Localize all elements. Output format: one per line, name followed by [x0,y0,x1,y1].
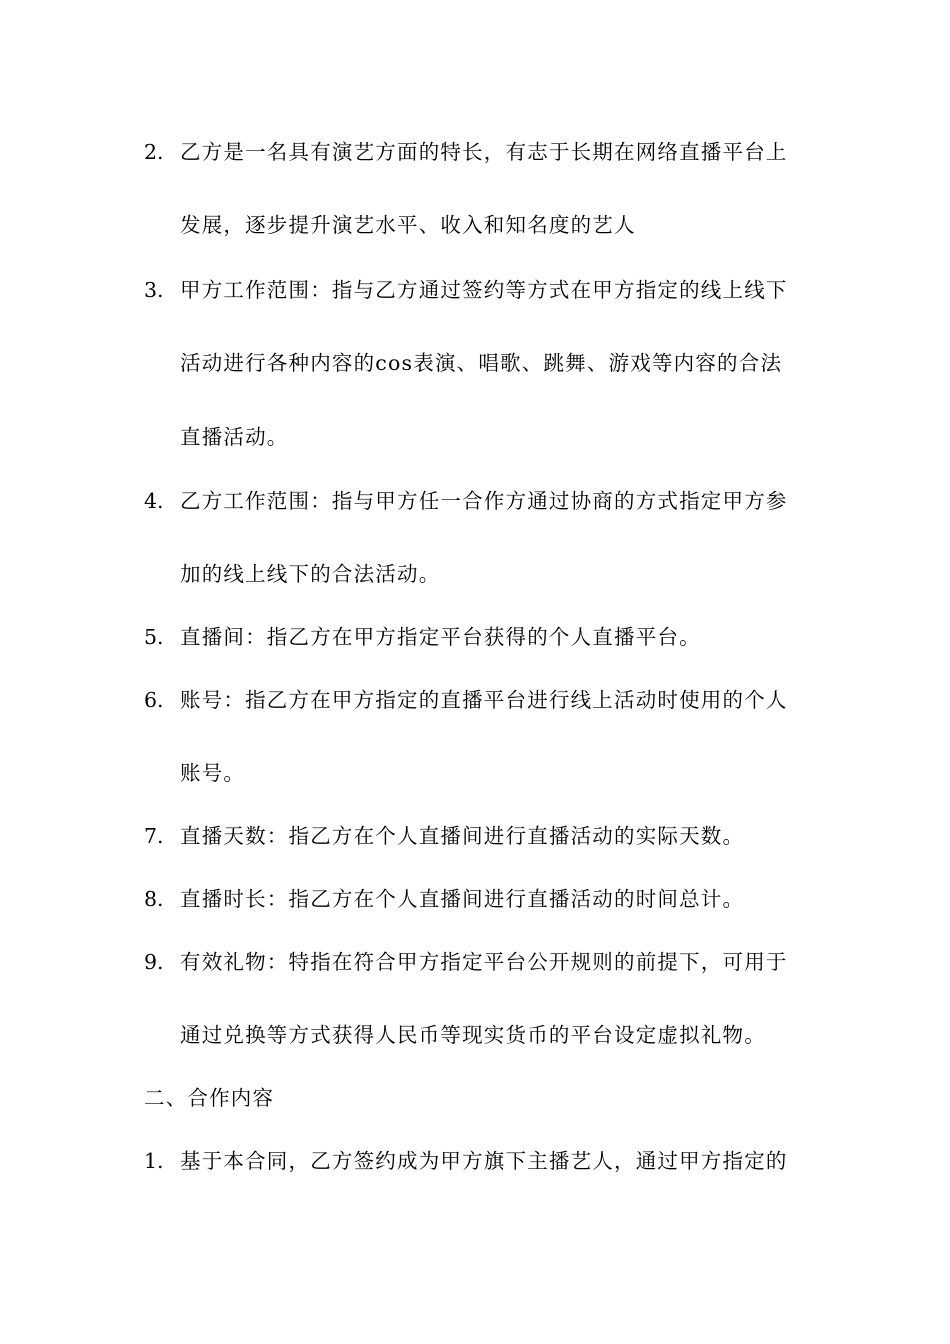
list-item-2 [144,142,824,163]
section-heading: 二、合作内容 [144,1086,275,1110]
item-text: 账号：指乙方在甲方指定的直播平台进行线上活动时使用的个人 [180,688,788,712]
item-text: 甲方工作范围：指与乙方通过签约等方式在甲方指定的线上线下 [180,278,788,302]
list-item-4-continuation: 加的线上线下的合法活动。 [180,562,441,586]
list-item-4 [144,491,824,512]
item-number: 8. [144,887,164,911]
item-number: 5. [144,625,164,649]
item-number: 9. [144,950,164,974]
item-text: 有效礼物：特指在符合甲方指定平台公开规则的前提下，可用于 [180,950,788,974]
list-item-2-continuation: 发展，逐步提升演艺水平、收入和知名度的艺人 [180,213,636,237]
list-item-9 [144,952,824,973]
list-item-5 [144,627,824,648]
item-number: 2. [144,140,164,164]
item-text: 乙方是一名具有演艺方面的特长，有志于长期在网络直播平台上 [180,140,788,164]
list-item-8 [144,889,824,910]
list-item-3-continuation: 活动进行各种内容的cos表演、唱歌、跳舞、游戏等内容的合法 [180,351,783,375]
section-list-item-1 [144,1151,824,1172]
list-item-7 [144,826,824,847]
item-text: 直播时长：指乙方在个人直播间进行直播活动的时间总计。 [180,887,745,911]
list-item-3 [144,280,824,301]
list-item-6-continuation: 账号。 [180,761,246,785]
item-text: 直播间：指乙方在甲方指定平台获得的个人直播平台。 [180,625,701,649]
item-number: 3. [144,278,164,302]
item-text: 基于本合同，乙方签约成为甲方旗下主播艺人，通过甲方指定的 [180,1149,788,1173]
item-number: 7. [144,824,164,848]
item-number: 1. [144,1149,164,1173]
item-text: 直播天数：指乙方在个人直播间进行直播活动的实际天数。 [180,824,745,848]
list-item-9-continuation: 通过兑换等方式获得人民币等现实货币的平台设定虚拟礼物。 [180,1023,766,1047]
item-number: 6. [144,688,164,712]
list-item-6 [144,690,824,711]
item-text: 乙方工作范围：指与甲方任一合作方通过协商的方式指定甲方参 [180,489,788,513]
item-number: 4. [144,489,164,513]
list-item-3-continuation: 直播活动。 [180,425,289,449]
